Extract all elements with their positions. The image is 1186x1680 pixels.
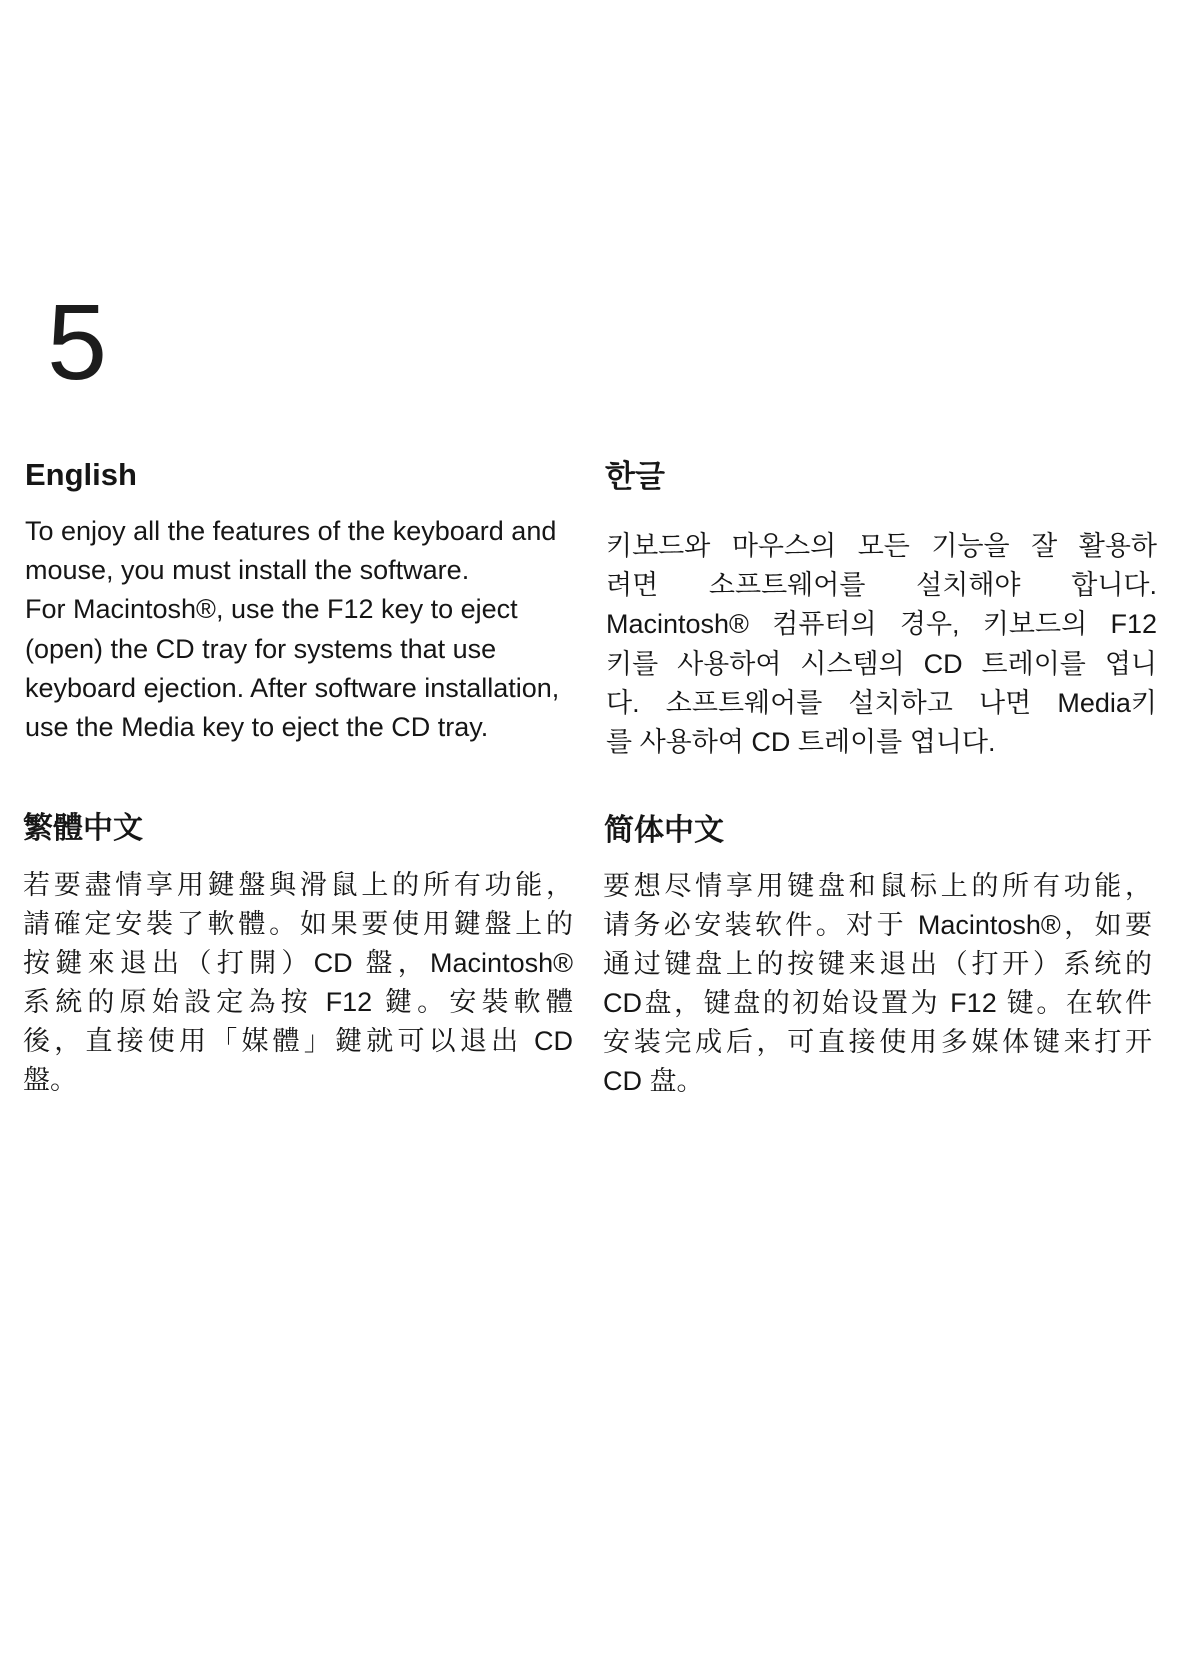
simplified-chinese-line: 请务必安装软件。对于 Macintosh®，如要	[603, 910, 1152, 940]
english-line: (open) the CD tray for systems that use	[25, 633, 497, 664]
english-body	[25, 512, 580, 747]
traditional-chinese-line: 後，直接使用「媒體」鍵就可以退出 CD	[23, 1026, 573, 1056]
english-line: keyboard ejection. After software installation,	[25, 672, 560, 703]
simplified-chinese-line: CD盘，键盘的初始设置为 F12 键。在软件	[603, 988, 1152, 1018]
english-line: To enjoy all the features of the keyboard and	[25, 516, 557, 546]
traditional-chinese-line: 盤。	[23, 1065, 77, 1095]
korean-line: 다. 소프트웨어를 설치하고 나면 Media키	[606, 687, 1157, 718]
traditional-chinese-line: 系統的原始設定為按 F12 鍵。安裝軟體	[23, 987, 573, 1017]
korean-line: 키를 사용하여 시스템의 CD 트레이를 엽니	[606, 648, 1157, 679]
traditional-chinese-heading-text: 繁體中文	[23, 812, 143, 845]
traditional-chinese-section-heading	[23, 812, 232, 847]
korean-body	[606, 527, 1157, 762]
traditional-chinese-line: 若要盡情享用鍵盤與滑鼠上的所有功能，	[23, 870, 573, 900]
traditional-chinese-line: 按鍵來退出（打開）CD 盤，Macintosh®	[23, 948, 573, 978]
page-number: 5	[47, 281, 108, 402]
english-line: For Macintosh®, use the F12 key to eject	[25, 594, 518, 625]
simplified-chinese-body	[603, 867, 1152, 1101]
korean-line: Macintosh® 컴퓨터의 경우, 키보드의 F12	[606, 609, 1157, 640]
simplified-chinese-section-heading: 简体中文	[604, 814, 724, 847]
simplified-chinese-line: 通过键盘上的按键来退出（打开）系统的	[603, 949, 1152, 979]
korean-section-heading: 한글	[605, 459, 665, 494]
traditional-chinese-body	[23, 866, 573, 1100]
simplified-chinese-line: CD 盘。	[603, 1066, 704, 1096]
simplified-chinese-line: 安装完成后，可直接使用多媒体键来打开	[603, 1027, 1152, 1057]
korean-line: 키보드와 마우스의 모든 기능을 잘 활용하	[606, 531, 1157, 561]
english-heading-text: English	[25, 457, 137, 492]
korean-line: 를 사용하여 CD 트레이를 엽니다.	[606, 726, 996, 757]
english-line: mouse, you must install the software.	[25, 555, 470, 586]
english-section-heading	[25, 457, 232, 493]
simplified-chinese-line: 要想尽情享用键盘和鼠标上的所有功能，	[603, 871, 1152, 901]
korean-line: 려면 소프트웨어를 설치해야 합니다.	[606, 570, 1157, 601]
traditional-chinese-line: 請確定安裝了軟體。如果要使用鍵盤上的	[23, 909, 573, 939]
english-line: use the Media key to eject the CD tray.	[25, 712, 489, 743]
